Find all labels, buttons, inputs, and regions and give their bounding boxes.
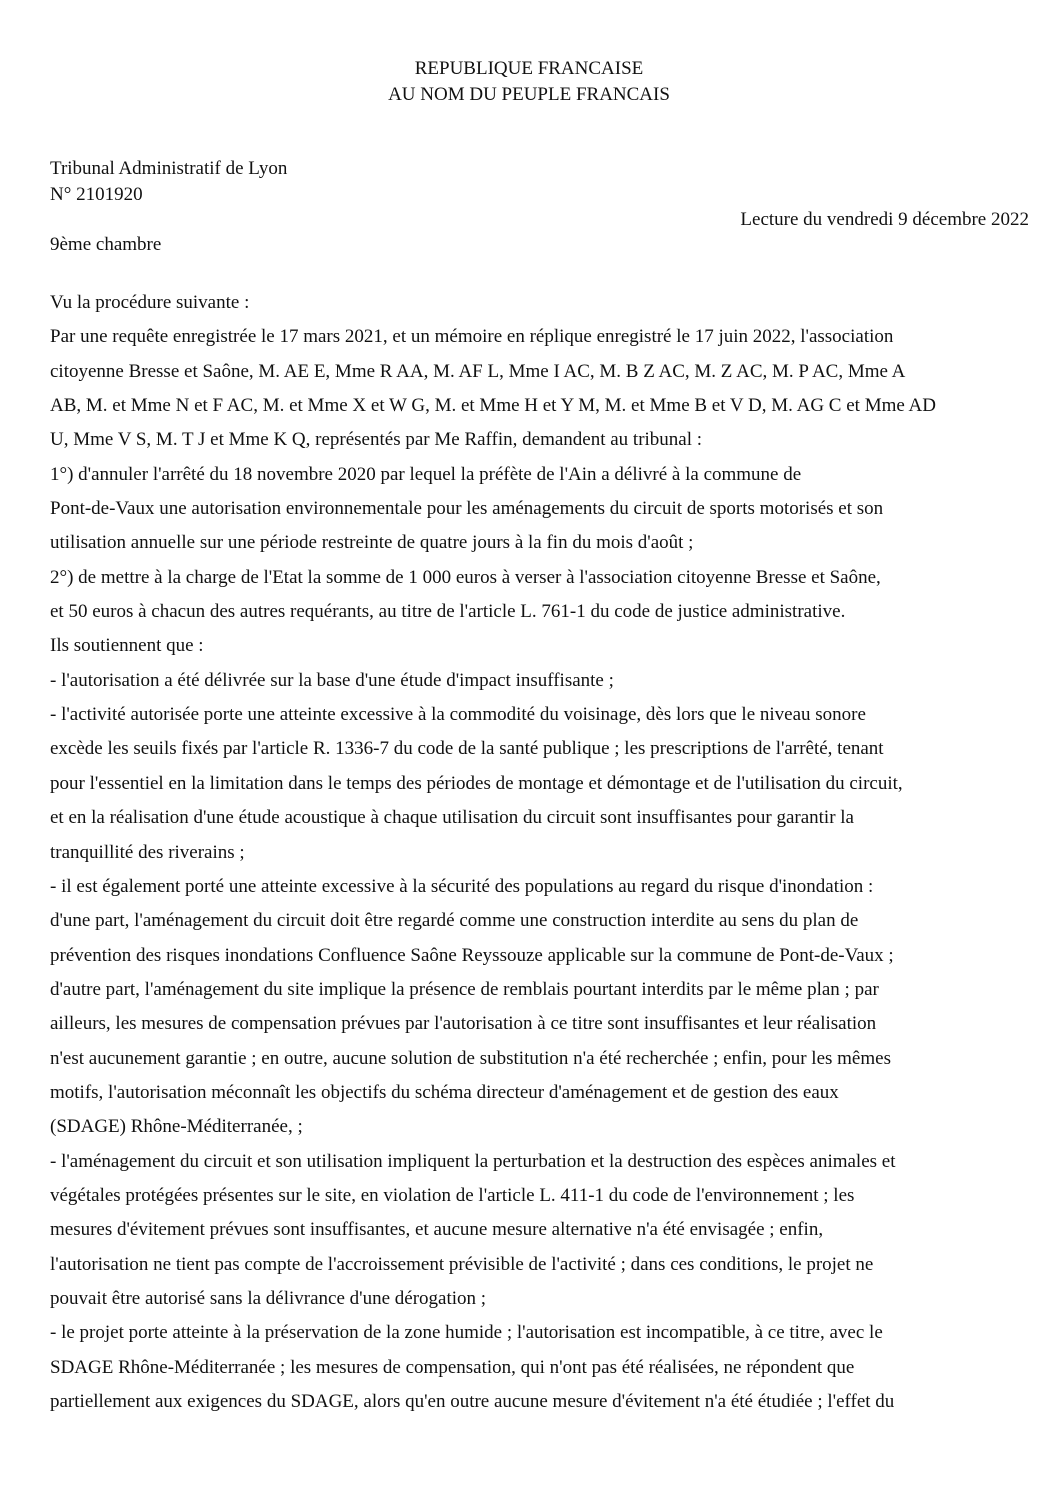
court-name: Tribunal Administratif de Lyon	[50, 158, 288, 179]
body-text-line: Ils soutiennent que :	[50, 635, 204, 657]
body-text-line: pouvait être autorisé sans la délivrance d'une dérogation ;	[50, 1287, 487, 1309]
body-text-line: pour l'essentiel en la limitation dans le temps des périodes de montage et démontage et de l'utilisation du circuit,	[50, 772, 903, 794]
body-text-line: et 50 euros à chacun des autres requérants, au titre de l'article L. 761-1 du code de justice administrative.	[50, 601, 846, 623]
body-text-line: SDAGE Rhône-Méditerranée ; les mesures de compensation, qui n'ont pas été réalisées, ne répondent que	[50, 1356, 855, 1378]
chamber-name: 9ème chambre	[50, 234, 162, 255]
body-text-line: Par une requête enregistrée le 17 mars 2021, et un mémoire en réplique enregistré le 17 juin 2022, l'association	[50, 326, 894, 348]
body-text-line: prévention des risques inondations Confluence Saône Reyssouze applicable sur la commune de Pont-de-Vaux ;	[50, 944, 894, 966]
body-text-line: - l'autorisation a été délivrée sur la base d'une étude d'impact insuffisante ;	[50, 669, 614, 691]
body-text-line: - l'activité autorisée porte une atteinte excessive à la commodité du voisinage, dès lors que le niveau sonore	[50, 704, 866, 726]
body-text-line: - il est également porté une atteinte excessive à la sécurité des populations au regard du risque d'inondation :	[50, 875, 874, 897]
body-text-line: d'autre part, l'aménagement du site implique la présence de remblais pourtant interdits par le même plan ; par	[50, 978, 879, 1000]
body-text-line: Pont-de-Vaux une autorisation environnementale pour les aménagements du circuit de sports motorisés et son	[50, 498, 884, 520]
body-text-line: mesures d'évitement prévues sont insuffisantes, et aucune mesure alternative n'a été envisagée ; enfin,	[50, 1219, 824, 1241]
body-text-line: U, Mme V S, M. T J et Mme K Q, représentés par Me Raffin, demandent au tribunal :	[50, 429, 703, 451]
body-text-line: 1°) d'annuler l'arrêté du 18 novembre 2020 par lequel la préfète de l'Ain a délivré à la commune de	[50, 463, 802, 485]
body-text-line: - le projet porte atteinte à la préservation de la zone humide ; l'autorisation est incompatible, à ce titre, avec le	[50, 1322, 883, 1344]
body-text-line: Vu la procédure suivante :	[50, 292, 250, 313]
body-text-line: végétales protégées présentes sur le site, en violation de l'article L. 411-1 du code de l'environnement ; les	[50, 1184, 855, 1206]
people-heading: AU NOM DU PEUPLE FRANCAIS	[388, 84, 670, 105]
body-text-line: et en la réalisation d'une étude acoustique à chaque utilisation du circuit sont insuffisantes pour garantir la	[50, 807, 854, 829]
body-text-line: motifs, l'autorisation méconnaît les objectifs du schéma directeur d'aménagement et de gestion des eaux	[50, 1081, 839, 1103]
body-text-line: d'une part, l'aménagement du circuit doit être regardé comme une construction interdite au sens du plan de	[50, 910, 859, 932]
body-text-line: n'est aucunement garantie ; en outre, aucune solution de substitution n'a été recherchée ; enfin, pour les mêmes	[50, 1047, 891, 1069]
body-text-line: utilisation annuelle sur une période restreinte de quatre jours à la fin du mois d'août ;	[50, 532, 694, 554]
body-text-line: - l'aménagement du circuit et son utilisation impliquent la perturbation et la destruction des espèces animales et	[50, 1150, 896, 1172]
body-text-line: (SDAGE) Rhône-Méditerranée, ;	[50, 1116, 303, 1138]
body-text-line: partiellement aux exigences du SDAGE, alors qu'en outre aucune mesure d'évitement n'a été étudiée ; l'effet du	[50, 1391, 895, 1412]
body-text-line: l'autorisation ne tient pas compte de l'accroissement prévisible de l'activité ; dans ces conditions, le projet ne	[50, 1253, 874, 1275]
body-text-line: AB, M. et Mme N et F AC, M. et Mme X et W G, M. et Mme H et Y M, M. et Mme B et V D, M. AG C et Mme AD	[50, 395, 936, 417]
document-body	[50, 286, 1040, 1419]
body-text-line: citoyenne Bresse et Saône, M. AE E, Mme R AA, M. AF L, Mme I AC, M. B Z AC, M. Z AC, M. P AC, Mme A	[50, 360, 906, 382]
reading-date: Lecture du vendredi 9 décembre 2022	[740, 209, 1029, 230]
body-text-line: excède les seuils fixés par l'article R. 1336-7 du code de la santé publique ; les prescriptions de l'arrêté, tenant	[50, 738, 884, 760]
case-number: N° 2101920	[50, 184, 143, 205]
republic-heading: REPUBLIQUE FRANCAISE	[414, 58, 644, 79]
body-text-line: tranquillité des riverains ;	[50, 841, 245, 863]
body-text-line: 2°) de mettre à la charge de l'Etat la somme de 1 000 euros à verser à l'association citoyenne Bresse et Saône,	[50, 566, 881, 588]
body-text-line: ailleurs, les mesures de compensation prévues par l'autorisation à ce titre sont insuffisantes et leur réalisation	[50, 1013, 877, 1035]
